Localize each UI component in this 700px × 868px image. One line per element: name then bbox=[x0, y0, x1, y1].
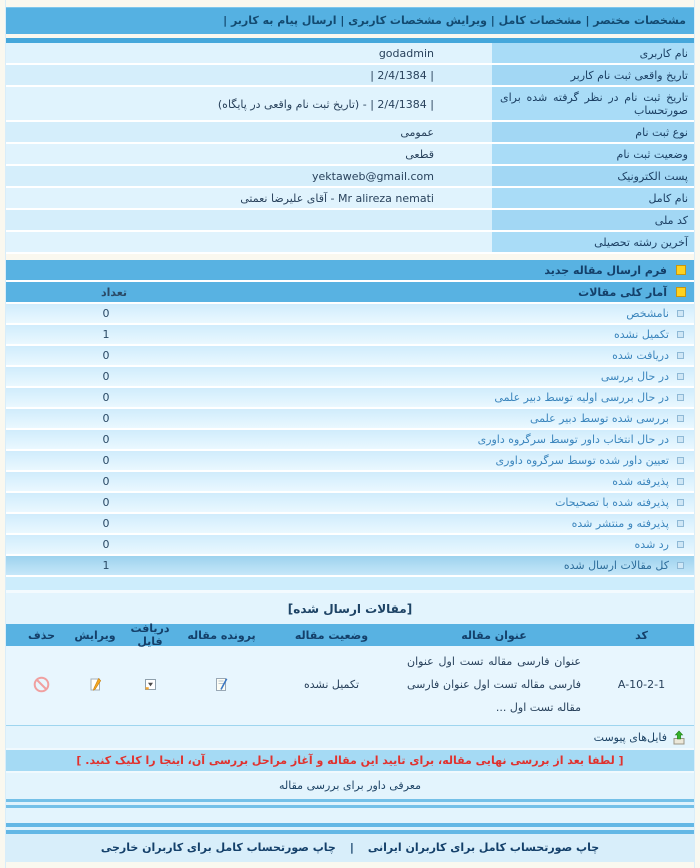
profile-label: کد ملی bbox=[492, 210, 694, 230]
blue-square-bullet-icon bbox=[677, 457, 684, 464]
blue-square-bullet-icon bbox=[677, 373, 684, 380]
footer-bar bbox=[6, 834, 694, 862]
article-row bbox=[6, 646, 694, 726]
article-file-icon[interactable] bbox=[179, 677, 264, 692]
articles-column-header: ویرایش bbox=[74, 628, 116, 642]
profile-value: | 2/4/1384 | bbox=[6, 65, 492, 85]
nav-separator: | bbox=[486, 14, 499, 27]
profile-label: تاریخ ثبت نام در نظر گرفته شده برای صورتحساب bbox=[492, 87, 694, 120]
blue-square-bullet-icon bbox=[677, 520, 684, 527]
blue-square-bullet-icon bbox=[677, 562, 684, 569]
new-article-form-label: فرم ارسال مقاله جدید bbox=[544, 263, 667, 277]
profile-value: godadmin bbox=[6, 43, 492, 63]
stats-row-value: 0 bbox=[102, 517, 110, 530]
stats-row-label[interactable]: بررسی شده توسط دبیر علمی bbox=[529, 412, 669, 425]
stats-row bbox=[6, 388, 694, 409]
confirm-article-notice-link[interactable]: [ لطفا بعد از بررسی نهایی مقاله، برای تایید این مقاله و آغاز مراحل بررسی آن، اینجا را کلیک کنید. ] bbox=[6, 748, 694, 773]
stats-row bbox=[6, 535, 694, 556]
referee-intro-link[interactable]: معرفی داور برای بررسی مقاله bbox=[279, 779, 421, 793]
profile-row bbox=[6, 144, 694, 166]
stats-row bbox=[6, 514, 694, 535]
upload-attachment-icon[interactable] bbox=[672, 730, 686, 745]
profile-value: | 2/4/1384 | - (تاریخ ثبت نام واقعی در پایگاه) bbox=[6, 87, 492, 120]
attachments-row bbox=[6, 726, 694, 748]
article-title: عنوان فارسی مقاله تست اول عنوان فارسی مقاله تست اول عنوان فارسی مقاله تست اول ... bbox=[407, 655, 581, 715]
stats-total-row bbox=[6, 556, 694, 577]
stats-row-value: 0 bbox=[102, 307, 110, 320]
profile-label: آخرین رشته تحصیلی bbox=[492, 232, 694, 252]
nav-link[interactable]: ارسال پیام به کاربر bbox=[230, 14, 337, 27]
stats-row-label[interactable]: تکمیل نشده bbox=[613, 328, 669, 341]
stats-row-value: 0 bbox=[102, 370, 110, 383]
nav-link[interactable]: مشخصات کامل bbox=[498, 14, 582, 27]
sent-articles-title: [مقالات ارسال شده] bbox=[287, 602, 413, 616]
blue-square-bullet-icon bbox=[677, 436, 684, 443]
stats-table bbox=[6, 304, 694, 556]
light-band bbox=[6, 808, 694, 823]
profile-label: پست الکترونیک bbox=[492, 166, 694, 186]
stats-row-label[interactable]: پذیرفته شده bbox=[612, 475, 669, 488]
new-article-form-link[interactable] bbox=[6, 260, 694, 282]
articles-column-header: کد bbox=[635, 628, 648, 642]
nav-separator: | bbox=[219, 14, 231, 27]
stats-row-label[interactable]: تعیین داور شده توسط سرگروه داوری bbox=[495, 454, 669, 467]
articles-column-header: دریافت فایل bbox=[130, 622, 170, 648]
nav-link[interactable]: ویرایش مشخصات کاربری bbox=[348, 14, 487, 27]
stats-total-value: 1 bbox=[102, 559, 110, 572]
stats-count-header: تعداد bbox=[100, 285, 128, 299]
profile-row bbox=[6, 232, 694, 254]
stats-row-value: 0 bbox=[102, 433, 110, 446]
sent-articles-panel bbox=[6, 593, 694, 862]
stats-row-label[interactable]: در حال بررسی اولیه توسط دبیر علمی bbox=[494, 391, 669, 404]
stats-row bbox=[6, 325, 694, 346]
profile-label: نام کاربری bbox=[492, 43, 694, 63]
profile-value: عمومی bbox=[6, 122, 492, 142]
profile-value bbox=[6, 210, 492, 230]
stats-row-label[interactable]: در حال انتخاب داور توسط سرگروه داوری bbox=[477, 433, 669, 446]
delete-icon[interactable] bbox=[14, 675, 69, 694]
profile-row bbox=[6, 43, 694, 65]
profile-label: وضعیت ثبت نام bbox=[492, 144, 694, 164]
stats-row-value: 0 bbox=[102, 391, 110, 404]
stats-row-value: 0 bbox=[102, 538, 110, 551]
profile-row bbox=[6, 166, 694, 188]
articles-table-header bbox=[6, 624, 694, 646]
stats-row bbox=[6, 430, 694, 451]
yellow-square-icon bbox=[676, 287, 686, 297]
profile-value bbox=[6, 232, 492, 252]
stats-row bbox=[6, 304, 694, 325]
blue-square-bullet-icon bbox=[677, 394, 684, 401]
stats-row-value: 1 bbox=[102, 328, 110, 341]
article-status: تکمیل نشده bbox=[303, 678, 360, 692]
profile-row bbox=[6, 122, 694, 144]
stats-row-value: 0 bbox=[102, 475, 110, 488]
top-nav bbox=[6, 7, 694, 34]
blue-square-bullet-icon bbox=[677, 331, 684, 338]
article-code: A-10-2-1 bbox=[617, 678, 666, 692]
stats-row-label[interactable]: پذیرفته و منتشر شده bbox=[571, 517, 669, 530]
profile-value: yektaweb@gmail.com bbox=[6, 166, 492, 186]
articles-column-header: حذف bbox=[27, 628, 56, 642]
stats-row-value: 0 bbox=[102, 349, 110, 362]
divider-stripes-thick bbox=[6, 823, 694, 834]
stats-row-label[interactable]: در حال بررسی bbox=[600, 370, 669, 383]
profile-value: Mr alireza nemati - آقای علیرضا نعمتی bbox=[6, 188, 492, 208]
profile-label: نام کامل bbox=[492, 188, 694, 208]
stats-row bbox=[6, 451, 694, 472]
profile-row bbox=[6, 87, 694, 122]
edit-icon[interactable] bbox=[69, 677, 121, 692]
articles-table-body bbox=[6, 646, 694, 726]
bottom-padding bbox=[6, 862, 694, 868]
articles-column-header: عنوان مقاله bbox=[461, 628, 527, 642]
stats-row bbox=[6, 346, 694, 367]
yellow-square-icon bbox=[676, 265, 686, 275]
attachments-link[interactable]: فایل‌های پیوست bbox=[593, 731, 667, 745]
nav-separator: | bbox=[581, 14, 594, 27]
footer-separator: | bbox=[349, 841, 354, 855]
stats-row-label[interactable]: دریافت شده bbox=[612, 349, 669, 362]
stats-row bbox=[6, 472, 694, 493]
stats-row-label[interactable]: رد شده bbox=[634, 538, 669, 551]
blue-square-bullet-icon bbox=[677, 499, 684, 506]
stats-row bbox=[6, 409, 694, 430]
blue-square-bullet-icon bbox=[677, 415, 684, 422]
blue-square-bullet-icon bbox=[677, 352, 684, 359]
stats-row-value: 0 bbox=[102, 496, 110, 509]
footer-link[interactable]: چاپ صورتحساب کامل برای کاربران ایرانی bbox=[367, 841, 600, 855]
download-file-icon[interactable] bbox=[121, 677, 179, 692]
stats-header bbox=[6, 282, 694, 304]
articles-column-header: پرونده مقاله bbox=[187, 628, 256, 642]
stats-row-value: 0 bbox=[102, 412, 110, 425]
blue-square-bullet-icon bbox=[677, 478, 684, 485]
profile-row bbox=[6, 65, 694, 87]
articles-column-header: وضعیت مقاله bbox=[294, 628, 369, 642]
stats-row-label[interactable]: نامشخص bbox=[626, 307, 669, 320]
panel-gap bbox=[6, 577, 694, 593]
profile-table bbox=[6, 43, 694, 254]
nav-separator: | bbox=[336, 14, 349, 27]
profile-value: قطعی bbox=[6, 144, 492, 164]
stats-row-label[interactable]: پذیرفته شده با تصحیحات bbox=[555, 496, 669, 509]
stats-row bbox=[6, 493, 694, 514]
profile-label: نوع ثبت نام bbox=[492, 122, 694, 142]
blue-square-bullet-icon bbox=[677, 541, 684, 548]
profile-label: تاریخ واقعی ثبت نام کاربر bbox=[492, 65, 694, 85]
stats-row-value: 0 bbox=[102, 454, 110, 467]
footer-link[interactable]: چاپ صورتحساب کامل برای کاربران خارجی bbox=[100, 841, 336, 855]
divider-stripes-thin bbox=[6, 799, 694, 808]
stats-total-label: کل مقالات ارسال شده bbox=[563, 559, 669, 572]
stats-row bbox=[6, 367, 694, 388]
profile-row bbox=[6, 210, 694, 232]
nav-link[interactable]: مشخصات مختصر bbox=[593, 14, 686, 27]
blue-square-bullet-icon bbox=[677, 310, 684, 317]
page bbox=[5, 0, 695, 868]
profile-row bbox=[6, 188, 694, 210]
stats-title: آمار کلی مقالات bbox=[578, 285, 667, 299]
